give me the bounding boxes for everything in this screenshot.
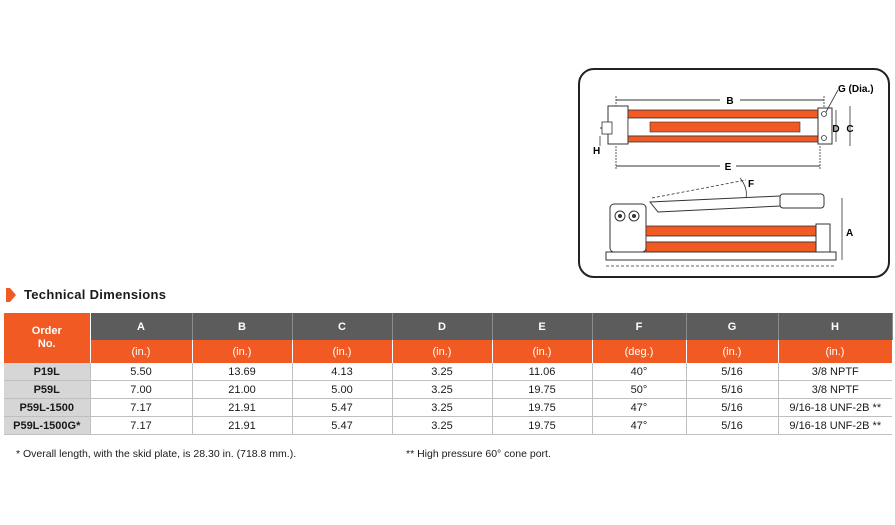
unit-h: (in.): [778, 340, 892, 363]
cell-c: 5.47: [292, 399, 392, 417]
cell-h: 9/16-18 UNF-2B **: [778, 417, 892, 435]
label-b: B: [726, 96, 734, 107]
cell-a: 5.50: [90, 363, 192, 381]
cell-a: 7.17: [90, 399, 192, 417]
header-row-units: [4, 340, 892, 363]
order-number: P19L: [4, 363, 90, 381]
label-g: G (Dia.): [838, 84, 874, 95]
label-d: D: [832, 124, 840, 135]
label-c: C: [846, 124, 854, 135]
footnote-overall-length: * Overall length, with the skid plate, is 28.30 in. (718.8 mm.).: [16, 448, 297, 460]
table-row: [4, 417, 892, 435]
cell-c: 5.00: [292, 381, 392, 399]
unit-c: (in.): [292, 340, 392, 363]
cell-e: 19.75: [492, 417, 592, 435]
cell-g: 5/16: [686, 381, 778, 399]
table-row: [4, 363, 892, 381]
pump-diagram: [580, 70, 892, 280]
cell-b: 21.91: [192, 399, 292, 417]
col-header-a: A: [90, 313, 192, 340]
order-number: P59L-1500: [4, 399, 90, 417]
header-row-names: [4, 313, 892, 340]
section-title: Technical Dimensions: [24, 287, 167, 302]
col-header-d: D: [392, 313, 492, 340]
cell-b: 13.69: [192, 363, 292, 381]
label-h: H: [593, 146, 601, 157]
arrow-marker-icon: [6, 288, 16, 302]
unit-e: (in.): [492, 340, 592, 363]
unit-g: (in.): [686, 340, 778, 363]
unit-b: (in.): [192, 340, 292, 363]
col-header-f: F: [592, 313, 686, 340]
cell-h: 3/8 NPTF: [778, 381, 892, 399]
cell-e: 19.75: [492, 399, 592, 417]
top-view: [593, 84, 874, 173]
label-e: E: [724, 162, 732, 173]
unit-a: (in.): [90, 340, 192, 363]
cell-a: 7.00: [90, 381, 192, 399]
cell-d: 3.25: [392, 363, 492, 381]
cell-e: 19.75: [492, 381, 592, 399]
cell-d: 3.25: [392, 381, 492, 399]
cell-f: 50°: [592, 381, 686, 399]
cell-h: 9/16-18 UNF-2B **: [778, 399, 892, 417]
label-a: A: [846, 228, 854, 239]
cell-e: 11.06: [492, 363, 592, 381]
col-header-h: H: [778, 313, 892, 340]
cell-f: 40°: [592, 363, 686, 381]
cell-f: 47°: [592, 399, 686, 417]
label-f: F: [748, 179, 755, 190]
cell-g: 5/16: [686, 363, 778, 381]
section-heading: [6, 287, 166, 302]
col-header-g: G: [686, 313, 778, 340]
unit-f: (deg.): [592, 340, 686, 363]
col-header-c: C: [292, 313, 392, 340]
order-no-header: Order No.: [4, 313, 90, 363]
cell-c: 4.13: [292, 363, 392, 381]
cell-d: 3.25: [392, 399, 492, 417]
order-number: P59L-1500G*: [4, 417, 90, 435]
col-header-e: E: [492, 313, 592, 340]
dimension-drawing: [578, 68, 890, 278]
cell-g: 5/16: [686, 399, 778, 417]
unit-d: (in.): [392, 340, 492, 363]
technical-dimensions-table: [4, 313, 893, 435]
cell-a: 7.17: [90, 417, 192, 435]
cell-h: 3/8 NPTF: [778, 363, 892, 381]
cell-b: 21.91: [192, 417, 292, 435]
side-view: [606, 178, 853, 266]
col-header-b: B: [192, 313, 292, 340]
table-row: [4, 381, 892, 399]
footnote-high-pressure: ** High pressure 60° cone port.: [406, 448, 551, 460]
order-number: P59L: [4, 381, 90, 399]
cell-g: 5/16: [686, 417, 778, 435]
cell-d: 3.25: [392, 417, 492, 435]
cell-c: 5.47: [292, 417, 392, 435]
table-row: [4, 399, 892, 417]
cell-b: 21.00: [192, 381, 292, 399]
cell-f: 47°: [592, 417, 686, 435]
